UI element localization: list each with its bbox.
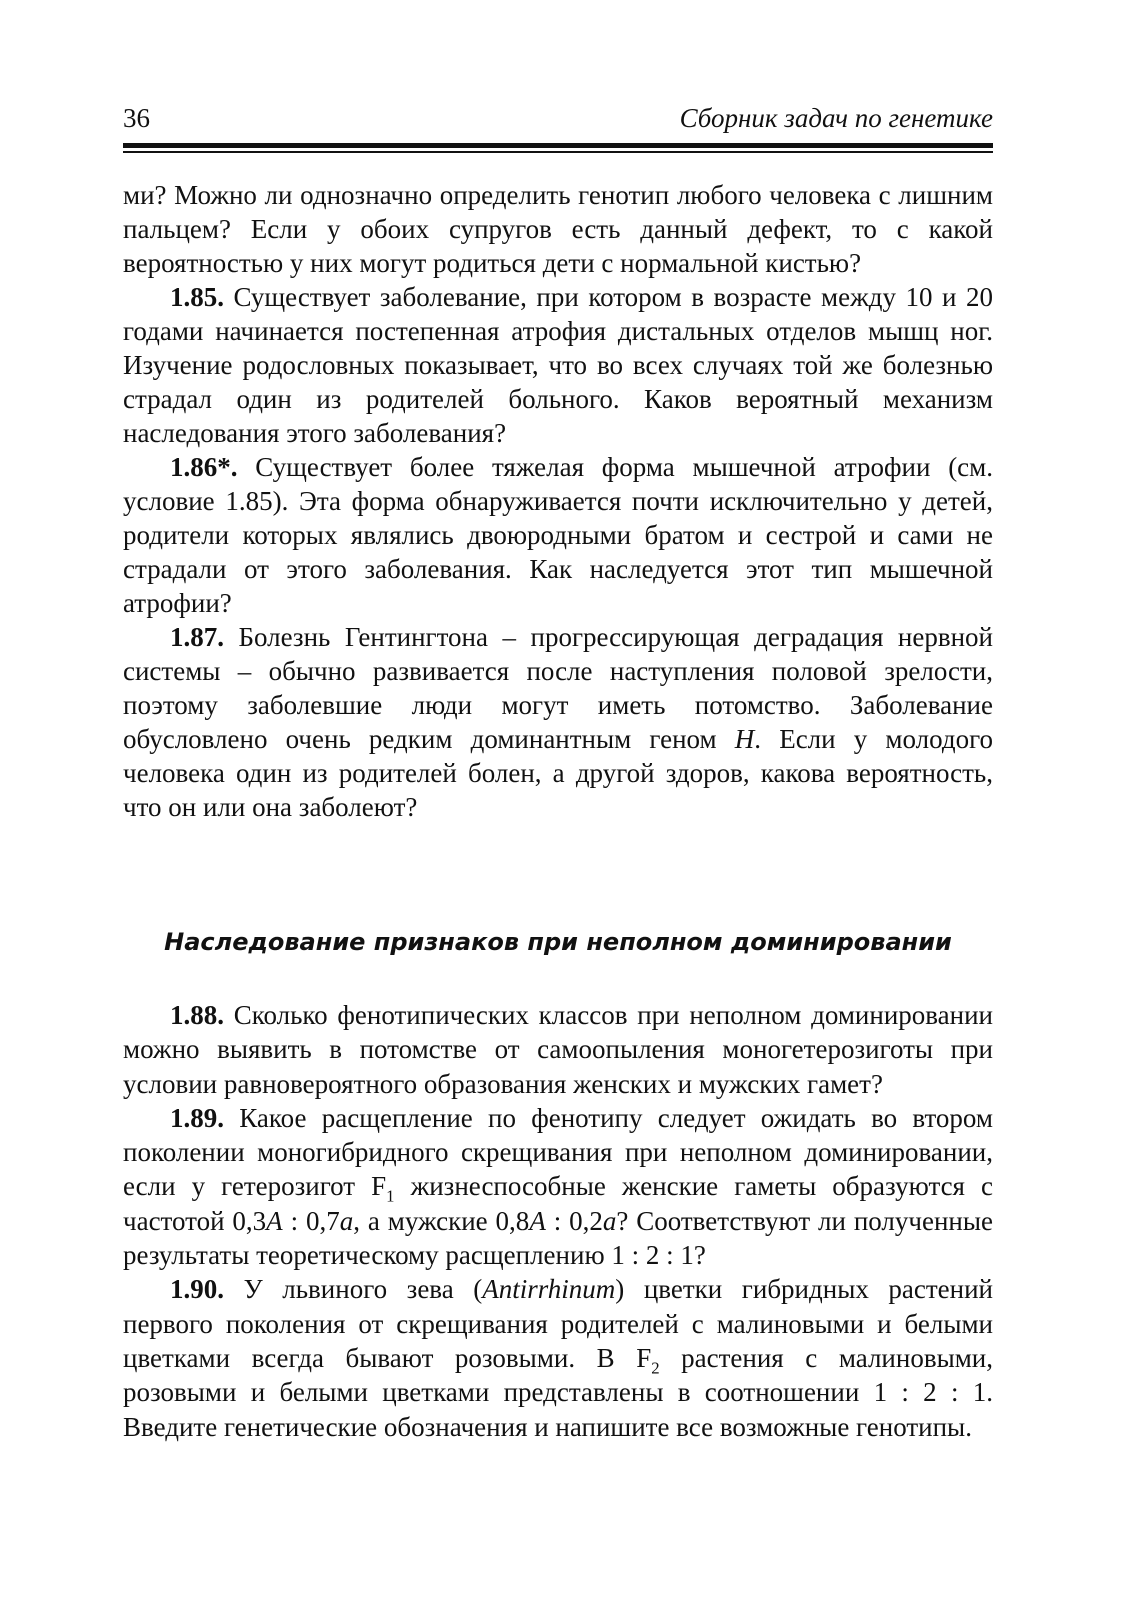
problem-number: 1.90. <box>170 1274 224 1305</box>
allele-symbol: a <box>339 1205 354 1236</box>
problem-text: растения с малиновыми, розовыми и белыми цветками представлены в соотношении 1 : 2 : 1. Введите генетические обозначения и напишите все возможные генотипы. <box>123 1342 993 1442</box>
problem-number: 1.88. <box>170 1000 224 1030</box>
problem-number: 1.89. <box>170 1102 224 1133</box>
page-number: 36 <box>123 103 150 133</box>
allele-symbol: A <box>529 1205 546 1236</box>
problem-text: ) цветки гибридных растений первого поколения от скрещивания родителей с малиновыми и белыми цветками всегда бывают розовыми. В F <box>123 1274 993 1373</box>
running-head <box>123 100 993 136</box>
header-rule-thick <box>123 143 993 148</box>
body-text-upper <box>123 178 993 824</box>
problem-text: : 0,7 <box>282 1205 340 1236</box>
problem-text: Болезнь Гентингтона – прогрессирующая деградация нервной системы – обычно развивается после наступления половой зрелости, поэтому заболевшие люди могут иметь потомство. Заболевание обусловлено очень редким доминантным геном <box>123 622 993 754</box>
header-rule-thin <box>123 151 993 153</box>
problem-number: 1.86*. <box>170 452 238 482</box>
generation-subscript: 2 <box>651 1358 660 1378</box>
problem-text: ? Соответствуют ли полученные результаты теоретическому расщеплению 1 : 2 : 1? <box>123 1205 993 1271</box>
problem-1-88 <box>123 998 993 1101</box>
section-heading: Наследование признаков при неполном доминировании <box>164 928 952 956</box>
problem-text: Какое расщепление по фенотипу следует ожидать во втором поколении моногибридного скрещивания при неполном доминировании, если у гетерозигот F <box>123 1102 994 1202</box>
problem-1-89 <box>123 1101 993 1272</box>
problem-1-85 <box>123 280 993 450</box>
gene-symbol: H <box>734 724 755 754</box>
problem-number: 1.85. <box>170 282 224 312</box>
problem-text: . Если у молодого человека один из родителей болен, а другой здоров, какова вероятность, что он или она заболеют? <box>123 724 993 822</box>
problem-text: , а мужские 0,8 <box>353 1205 530 1236</box>
latin-name: Antirrhinum <box>482 1274 616 1305</box>
problem-1-87 <box>123 620 993 824</box>
problem-text: Сколько фенотипических классов при неполном доминировании можно выявить в потомстве от самоопыления моногетерозиготы при условии равновероятного образования женских и мужских гамет? <box>123 1000 994 1099</box>
problem-text: Существует более тяжелая форма мышечной атрофии (см. условие 1.85). Эта форма обнаруживается почти исключительно у детей, родители которых являлись двоюродными братом и сестрой и сами не страдали от этого заболевания. Как наследуется этот тип мышечной атрофии? <box>123 452 994 618</box>
allele-symbol: A <box>266 1205 283 1236</box>
problem-text: У львиного зева ( <box>243 1274 483 1305</box>
problem-text: Существует заболевание, при котором в возрасте между 10 и 20 годами начинается постепенная атрофия дистальных отделов мышц ног. Изучение родословных показывает, что во всех случаях той же болезнью страдал один из родителей больного. Каков вероятный механизм наследования этого заболевания? <box>123 282 994 448</box>
body-text-lower <box>123 998 993 1444</box>
generation-subscript: 1 <box>386 1186 395 1206</box>
problem-1-90 <box>123 1272 993 1443</box>
continuation-paragraph: ми? Можно ли однозначно определить генотип любого человека с лишним пальцем? Если у обоих супругов есть данный дефект, то с какой вероятностью у них могут родиться дети с нормальной кистью? <box>123 180 993 278</box>
problem-text: : 0,2 <box>545 1205 603 1236</box>
allele-symbol: a <box>602 1205 617 1236</box>
problem-number: 1.87. <box>170 622 224 652</box>
problem-1-86 <box>123 450 993 620</box>
running-title: Сборник задач по генетике <box>679 103 993 133</box>
problem-text: жизнеспособные женские гаметы образуются с частотой 0,3 <box>123 1171 993 1236</box>
